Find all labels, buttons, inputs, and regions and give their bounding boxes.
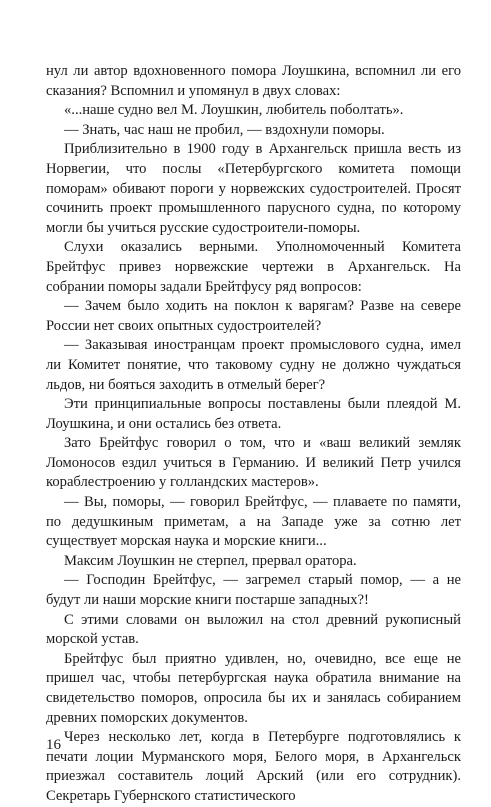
paragraph-15: Через несколько лет, когда в Петербурге подготовлялись к печати лоции Мурманского моря, Белого моря, в Архангельск приезжал составитель лоций Арский (или его сотрудник). Секретарь Губернского статистического (46, 729, 461, 804)
paragraph-11: Максим Лоушкин не стерпел, прервал оратора. (64, 552, 357, 569)
paragraph-2: «...наше судно вел М. Лоушкин, любитель поболтать». (64, 102, 404, 119)
paragraph-13: С этими словами он выложил на стол древний рукописный морской устав. (46, 611, 461, 648)
paragraph-8: Эти принципиальные вопросы поставлены были плеядой М. Лоушкина, и они остались без ответа. (46, 396, 461, 432)
paragraph-7: — Заказывая иностранцам проект промыслового судна, имел ли Комитет понятие, что таковому судну не должно чуждаться льдов, ни бояться заходить в отмелый берег? (46, 337, 461, 393)
paragraph-12: — Господин Брейтфус, — загремел старый помор, — а не будут ли наши морские книги постарше западных?! (46, 572, 461, 609)
paragraph-4: Приблизительно в 1900 году в Архангельск пришла весть из Норвегии, что послы «Петербургского комитета помощи поморам» обивают пороги у норвежских судостроителей. Просят сочинить проект промышленного парусного судна, по которому могли бы учиться русские судостроители-поморы. (46, 141, 461, 236)
paragraph-1: нул ли автор вдохновенного помора Лоушкина, вспомнил ли его сказания? Вспомнил и упомянул в двух словах: (46, 63, 461, 99)
paragraph-9: Зато Брейтфус говорил о том, что и «ваш великий земляк Ломоносов ездил учиться в Германию. И великий Петр учился кораблестроению у голландских мастеров». (46, 435, 461, 491)
page-number: 16 (46, 737, 61, 753)
paragraph-10: — Вы, поморы, — говорил Брейтфус, — плаваете по памяти, по дедушкиным приметам, а на Западе уже за сотню лет существует морская наука и морские книги... (46, 494, 461, 550)
paragraph-3: — Знать, час наш не пробил, — вздохнули поморы. (64, 121, 385, 138)
paragraph-14: Брейтфус был приятно удивлен, но, очевидно, все еще не пришел час, чтобы петербургская наука обратила внимание на свидетельство поморов, опросила бы их и занялась собиранием древних поморских документов. (46, 650, 461, 726)
body-text (46, 62, 461, 807)
paragraph-5: Слухи оказались верными. Уполномоченный Комитета Брейтфус привез норвежские чертежи в Архангельск. На собрании поморы задали Брейтфусу ряд вопросов: (46, 239, 461, 295)
paragraph-6: — Зачем было ходить на поклон к варягам? Разве на севере России нет своих опытных судостроителей? (46, 298, 461, 334)
